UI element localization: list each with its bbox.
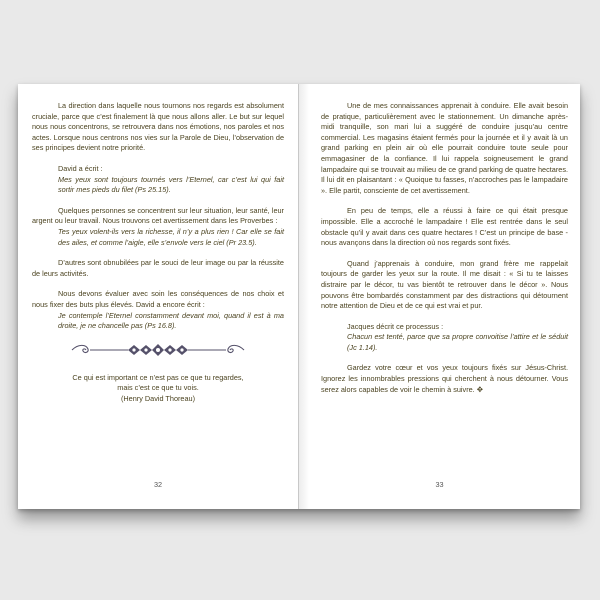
paragraph: Gardez votre cœur et vos yeux toujours fixés sur Jésus-Christ. Ignorez les innombrables pressions qui cherchent à nous détourner. Vous serez alors capables de voir le chemin à suivre. ✥ [321, 363, 568, 394]
open-book [18, 84, 580, 509]
left-page-text [32, 101, 284, 404]
paragraph: D’autres sont obnubilées par le souci de leur image ou par la réussite de leurs activités. [32, 258, 284, 278]
closing-quote-author: (Henry David Thoreau) [120, 393, 196, 403]
page-number-left: 32 [153, 480, 163, 489]
closing-quote-line: mais c’est ce que tu vois. [117, 383, 199, 393]
paragraph: En peu de temps, elle a réussi à faire ce qui était presque impossible. Elle a accroché le lampadaire ! Elle est rentrée dans le seul obstacle qu’il y avait dans ces quatre hectares ! C’est un principe de base - nous avançons dans la direction où nos regards sont fixés. [321, 206, 568, 248]
paragraph: David a écrit : [58, 163, 103, 173]
page-number-right: 33 [435, 480, 444, 489]
paragraph: Nous devons évaluer avec soin les conséquences de nos choix et nous fixer des buts plus élevés. David a encore écrit : [32, 289, 284, 309]
left-page [18, 84, 299, 509]
paragraph: Quand j’apprenais à conduire, mon grand frère me rappelait toujours de garder les yeux sur la route. Il me disait : « Si tu te laisses distraire par le décor, tu vas bientôt te retrouver dans le décor ». Nous pouvons être bombardés constamment par des distractions qui détournent notre attention de Dieu et de ce qui est vrai et pur. [321, 258, 568, 311]
paragraph: Une de mes connaissances apprenait à conduire. Elle avait besoin de pratique, particulièrement avec le stationnement. Un dimanche après-midi tranquille, son mari lui a suggéré de conduire jusqu’au centre commercial. Les magasins étaient fermés pour la journée et il y avait là un grand parking en plein air où elle pourrait conduire toute seule pour emmagasiner de la confiance. Il lui rappela soigneusement le grand lampadaire qui se trouvait au milieu de ce grand parking de quatre hectares. Il lui dit en plaisantant : « Quoique tu fasses, n’accroches pas le lampadaire ». Elle partit, consciente de cet avertissement. [321, 101, 568, 195]
scripture-quote: Tes yeux volent-ils vers la richesse, il n’y a plus rien ! Car elle se fait des ailes, et comme l’aigle, elle s’envole vers le ciel (Pr 23.5). [58, 226, 284, 247]
scripture-quote: Mes yeux sont toujours tournés vers l’Eternel, car c’est lui qui fait sortir mes pieds du filet (Ps 25.15). [58, 174, 284, 195]
right-page-text [321, 101, 568, 395]
paragraph: La direction dans laquelle nous tournons nos regards est absolument cruciale, parce que c’est finalement là que nous allons aller. Le but sur lequel nous nous concentrons, se retrouvera dans nos émotions, nos paroles et nos actes. Lorsque nous centrons nos vies sur la Parole de Dieu, l’observation de ses principes devient notre priorité. [32, 101, 284, 153]
closing-quote [32, 373, 284, 405]
decorative-divider-icon [68, 341, 248, 359]
paragraph: Quelques personnes se concentrent sur leur situation, leur santé, leur argent ou leur travail. Nous trouvons cet avertissement dans les Proverbes : [32, 205, 284, 226]
paragraph: Jacques décrit ce processus : [347, 321, 444, 331]
closing-quote-line: Ce qui est important ce n’est pas ce que tu regardes, [72, 372, 244, 382]
right-page [299, 84, 580, 509]
scripture-quote: Je contemple l’Eternel constamment devant moi, quand il est à ma droite, je ne chancelle pas (Ps 16.8). [58, 310, 284, 331]
scripture-quote: Chacun est tenté, parce que sa propre convoitise l’attire et le séduit (Jc 1.14). [347, 332, 568, 352]
